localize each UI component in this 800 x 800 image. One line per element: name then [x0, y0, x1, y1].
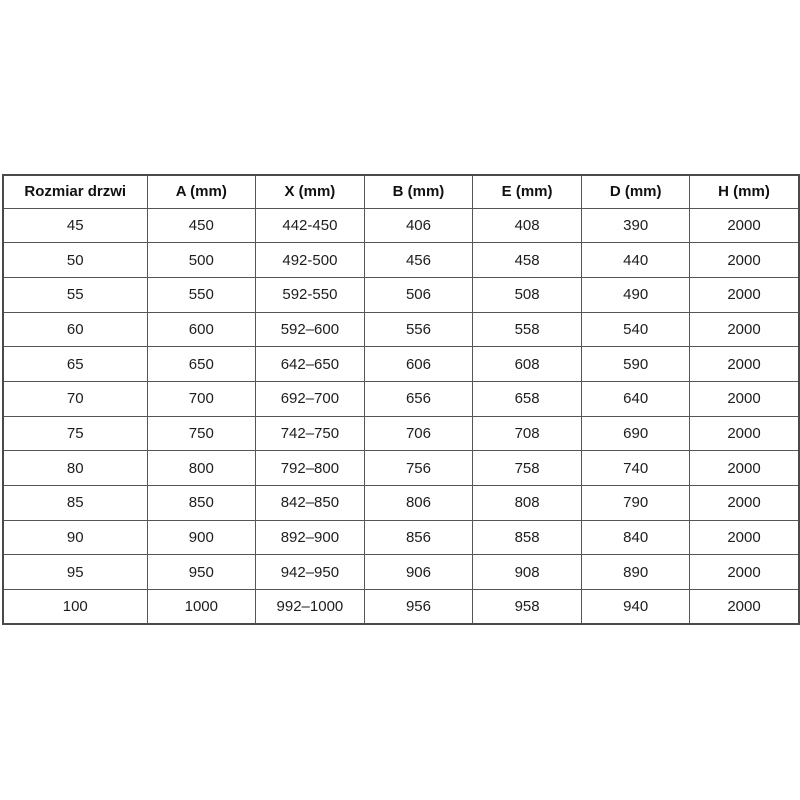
table-cell: 958 — [473, 590, 582, 625]
table-cell: 2000 — [690, 451, 799, 486]
table-cell: 408 — [473, 208, 582, 243]
table-cell: 592–600 — [256, 312, 365, 347]
table-cell: 490 — [581, 277, 690, 312]
table-cell: 756 — [364, 451, 473, 486]
table-cell: 70 — [3, 381, 147, 416]
table-cell: 640 — [581, 381, 690, 416]
table-cell: 65 — [3, 347, 147, 382]
table-cell: 2000 — [690, 347, 799, 382]
table-row — [3, 555, 799, 590]
table-cell: 600 — [147, 312, 256, 347]
table-cell: 558 — [473, 312, 582, 347]
table-row — [3, 416, 799, 451]
table-cell: 2000 — [690, 208, 799, 243]
table-cell: 606 — [364, 347, 473, 382]
table-cell: 2000 — [690, 416, 799, 451]
table-cell: 908 — [473, 555, 582, 590]
table-row — [3, 590, 799, 625]
table-cell: 556 — [364, 312, 473, 347]
header-row — [3, 175, 799, 208]
column-header-a-mm: A (mm) — [147, 175, 256, 208]
table-cell: 790 — [581, 486, 690, 521]
table-cell: 650 — [147, 347, 256, 382]
table-cell: 740 — [581, 451, 690, 486]
table-cell: 950 — [147, 555, 256, 590]
table-row — [3, 520, 799, 555]
table-cell: 2000 — [690, 381, 799, 416]
table-row — [3, 347, 799, 382]
table-row — [3, 243, 799, 278]
table-row — [3, 208, 799, 243]
table-cell: 840 — [581, 520, 690, 555]
table-cell: 692–700 — [256, 381, 365, 416]
column-header-b-mm: B (mm) — [364, 175, 473, 208]
table-row — [3, 277, 799, 312]
table-row — [3, 486, 799, 521]
table-cell: 550 — [147, 277, 256, 312]
table-cell: 440 — [581, 243, 690, 278]
table-cell: 1000 — [147, 590, 256, 625]
table-cell: 940 — [581, 590, 690, 625]
table-cell: 100 — [3, 590, 147, 625]
table-row — [3, 381, 799, 416]
table-cell: 60 — [3, 312, 147, 347]
table-cell: 45 — [3, 208, 147, 243]
size-table-container — [2, 174, 798, 625]
table-cell: 2000 — [690, 312, 799, 347]
table-cell: 2000 — [690, 277, 799, 312]
table-cell: 75 — [3, 416, 147, 451]
table-cell: 506 — [364, 277, 473, 312]
table-row — [3, 312, 799, 347]
table-cell: 850 — [147, 486, 256, 521]
table-cell: 2000 — [690, 486, 799, 521]
table-cell: 700 — [147, 381, 256, 416]
table-cell: 85 — [3, 486, 147, 521]
table-cell: 90 — [3, 520, 147, 555]
table-cell: 858 — [473, 520, 582, 555]
table-cell: 690 — [581, 416, 690, 451]
table-cell: 500 — [147, 243, 256, 278]
table-cell: 942–950 — [256, 555, 365, 590]
door-size-table — [2, 174, 800, 625]
table-cell: 742–750 — [256, 416, 365, 451]
table-cell: 892–900 — [256, 520, 365, 555]
table-cell: 642–650 — [256, 347, 365, 382]
column-header-e-mm: E (mm) — [473, 175, 582, 208]
table-cell: 2000 — [690, 520, 799, 555]
table-cell: 900 — [147, 520, 256, 555]
table-cell: 55 — [3, 277, 147, 312]
table-cell: 800 — [147, 451, 256, 486]
table-cell: 442-450 — [256, 208, 365, 243]
table-cell: 608 — [473, 347, 582, 382]
table-cell: 2000 — [690, 590, 799, 625]
table-cell: 80 — [3, 451, 147, 486]
table-cell: 540 — [581, 312, 690, 347]
table-cell: 590 — [581, 347, 690, 382]
table-row — [3, 451, 799, 486]
table-cell: 906 — [364, 555, 473, 590]
column-header-h-mm: H (mm) — [690, 175, 799, 208]
table-cell: 708 — [473, 416, 582, 451]
table-cell: 792–800 — [256, 451, 365, 486]
table-cell: 806 — [364, 486, 473, 521]
column-header-d-mm: D (mm) — [581, 175, 690, 208]
table-cell: 95 — [3, 555, 147, 590]
table-cell: 856 — [364, 520, 473, 555]
table-cell: 750 — [147, 416, 256, 451]
table-cell: 656 — [364, 381, 473, 416]
table-cell: 890 — [581, 555, 690, 590]
table-cell: 458 — [473, 243, 582, 278]
table-cell: 492-500 — [256, 243, 365, 278]
column-header-rozmiar-drzwi: Rozmiar drzwi — [3, 175, 147, 208]
table-cell: 508 — [473, 277, 582, 312]
table-cell: 808 — [473, 486, 582, 521]
table-cell: 406 — [364, 208, 473, 243]
table-cell: 456 — [364, 243, 473, 278]
table-cell: 2000 — [690, 243, 799, 278]
table-cell: 592-550 — [256, 277, 365, 312]
table-cell: 758 — [473, 451, 582, 486]
table-cell: 658 — [473, 381, 582, 416]
column-header-x-mm: X (mm) — [256, 175, 365, 208]
table-cell: 390 — [581, 208, 690, 243]
table-cell: 2000 — [690, 555, 799, 590]
table-cell: 842–850 — [256, 486, 365, 521]
table-cell: 706 — [364, 416, 473, 451]
table-cell: 956 — [364, 590, 473, 625]
table-cell: 450 — [147, 208, 256, 243]
table-cell: 50 — [3, 243, 147, 278]
table-cell: 992–1000 — [256, 590, 365, 625]
